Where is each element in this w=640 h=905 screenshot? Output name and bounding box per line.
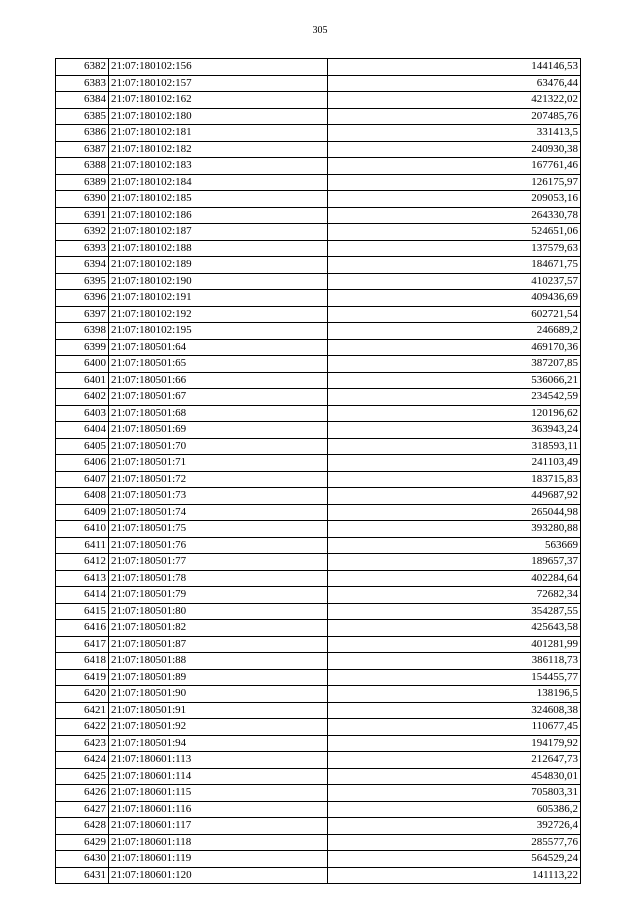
table-row [56, 570, 581, 587]
value-cell: 331413,5 [328, 125, 581, 142]
cadastral-number-cell: 21:07:180601:116 [109, 801, 328, 818]
table-row [56, 257, 581, 274]
table-row [56, 735, 581, 752]
table-row [56, 75, 581, 92]
table-row [56, 174, 581, 191]
cadastral-number-cell: 21:07:180501:94 [109, 735, 328, 752]
cadastral-number-cell: 21:07:180102:186 [109, 207, 328, 224]
table-row [56, 768, 581, 785]
cadastral-number-cell: 21:07:180102:180 [109, 108, 328, 125]
value-cell: 393280,88 [328, 521, 581, 538]
value-cell: 421322,02 [328, 92, 581, 109]
row-number-cell: 6401 [56, 372, 109, 389]
row-number-cell: 6431 [56, 867, 109, 884]
cadastral-number-cell: 21:07:180501:68 [109, 405, 328, 422]
table-row [56, 405, 581, 422]
table-row [56, 851, 581, 868]
table-row [56, 207, 581, 224]
value-cell: 141113,22 [328, 867, 581, 884]
cadastral-number-cell: 21:07:180601:113 [109, 752, 328, 769]
cadastral-number-cell: 21:07:180102:182 [109, 141, 328, 158]
value-cell: 137579,63 [328, 240, 581, 257]
value-cell: 167761,46 [328, 158, 581, 175]
table-row [56, 603, 581, 620]
value-cell: 401281,99 [328, 636, 581, 653]
table-row [56, 818, 581, 835]
table-row [56, 719, 581, 736]
cadastral-number-cell: 21:07:180601:114 [109, 768, 328, 785]
row-number-cell: 6414 [56, 587, 109, 604]
cadastral-number-cell: 21:07:180501:89 [109, 669, 328, 686]
cadastral-number-cell: 21:07:180501:90 [109, 686, 328, 703]
value-cell: 184671,75 [328, 257, 581, 274]
value-cell: 72682,34 [328, 587, 581, 604]
value-cell: 246689,2 [328, 323, 581, 340]
table-row [56, 158, 581, 175]
table-row [56, 356, 581, 373]
row-number-cell: 6387 [56, 141, 109, 158]
value-cell: 120196,62 [328, 405, 581, 422]
value-cell: 324608,38 [328, 702, 581, 719]
row-number-cell: 6417 [56, 636, 109, 653]
table-row [56, 372, 581, 389]
cadastral-number-cell: 21:07:180501:77 [109, 554, 328, 571]
table-row [56, 620, 581, 637]
row-number-cell: 6407 [56, 471, 109, 488]
table-row [56, 752, 581, 769]
table-row [56, 834, 581, 851]
row-number-cell: 6421 [56, 702, 109, 719]
row-number-cell: 6418 [56, 653, 109, 670]
table-row [56, 306, 581, 323]
table-row [56, 488, 581, 505]
row-number-cell: 6390 [56, 191, 109, 208]
value-cell: 386118,73 [328, 653, 581, 670]
value-cell: 536066,21 [328, 372, 581, 389]
table-row [56, 785, 581, 802]
row-number-cell: 6411 [56, 537, 109, 554]
page-number: 305 [312, 25, 328, 36]
value-cell: 392726,4 [328, 818, 581, 835]
value-cell: 144146,53 [328, 59, 581, 76]
value-cell: 409436,69 [328, 290, 581, 307]
row-number-cell: 6423 [56, 735, 109, 752]
value-cell: 602721,54 [328, 306, 581, 323]
table-row [56, 323, 581, 340]
value-cell: 454830,01 [328, 768, 581, 785]
data-table [55, 58, 581, 884]
value-cell: 449687,92 [328, 488, 581, 505]
value-cell: 126175,97 [328, 174, 581, 191]
cadastral-number-cell: 21:07:180601:115 [109, 785, 328, 802]
cadastral-number-cell: 21:07:180501:74 [109, 504, 328, 521]
cadastral-number-cell: 21:07:180501:80 [109, 603, 328, 620]
value-cell: 605386,2 [328, 801, 581, 818]
table-row [56, 455, 581, 472]
value-cell: 363943,24 [328, 422, 581, 439]
table-row [56, 224, 581, 241]
row-number-cell: 6428 [56, 818, 109, 835]
value-cell: 241103,49 [328, 455, 581, 472]
table-row [56, 669, 581, 686]
value-cell: 318593,11 [328, 438, 581, 455]
table-row [56, 59, 581, 76]
table-row [56, 339, 581, 356]
cadastral-number-cell: 21:07:180102:195 [109, 323, 328, 340]
row-number-cell: 6426 [56, 785, 109, 802]
value-cell: 189657,37 [328, 554, 581, 571]
value-cell: 212647,73 [328, 752, 581, 769]
row-number-cell: 6427 [56, 801, 109, 818]
row-number-cell: 6404 [56, 422, 109, 439]
value-cell: 425643,58 [328, 620, 581, 637]
row-number-cell: 6413 [56, 570, 109, 587]
table-row [56, 438, 581, 455]
value-cell: 63476,44 [328, 75, 581, 92]
row-number-cell: 6393 [56, 240, 109, 257]
value-cell: 110677,45 [328, 719, 581, 736]
table-row [56, 141, 581, 158]
row-number-cell: 6415 [56, 603, 109, 620]
cadastral-number-cell: 21:07:180601:120 [109, 867, 328, 884]
table-row [56, 867, 581, 884]
row-number-cell: 6395 [56, 273, 109, 290]
value-cell: 285577,76 [328, 834, 581, 851]
table-row [56, 504, 581, 521]
row-number-cell: 6402 [56, 389, 109, 406]
table-row [56, 653, 581, 670]
cadastral-number-cell: 21:07:180501:78 [109, 570, 328, 587]
cadastral-number-cell: 21:07:180501:75 [109, 521, 328, 538]
table-row [56, 240, 581, 257]
row-number-cell: 6430 [56, 851, 109, 868]
cadastral-number-cell: 21:07:180601:117 [109, 818, 328, 835]
cadastral-number-cell: 21:07:180102:157 [109, 75, 328, 92]
table-row [56, 273, 581, 290]
row-number-cell: 6384 [56, 92, 109, 109]
cadastral-number-cell: 21:07:180102:162 [109, 92, 328, 109]
row-number-cell: 6386 [56, 125, 109, 142]
cadastral-number-cell: 21:07:180501:71 [109, 455, 328, 472]
table-row [56, 521, 581, 538]
cadastral-number-cell: 21:07:180102:185 [109, 191, 328, 208]
row-number-cell: 6400 [56, 356, 109, 373]
cadastral-number-cell: 21:07:180102:183 [109, 158, 328, 175]
row-number-cell: 6391 [56, 207, 109, 224]
value-cell: 354287,55 [328, 603, 581, 620]
cadastral-number-cell: 21:07:180102:184 [109, 174, 328, 191]
cadastral-number-cell: 21:07:180102:181 [109, 125, 328, 142]
row-number-cell: 6383 [56, 75, 109, 92]
row-number-cell: 6408 [56, 488, 109, 505]
row-number-cell: 6422 [56, 719, 109, 736]
row-number-cell: 6398 [56, 323, 109, 340]
table-row [56, 537, 581, 554]
table-row [56, 686, 581, 703]
cadastral-number-cell: 21:07:180102:189 [109, 257, 328, 274]
cadastral-number-cell: 21:07:180501:76 [109, 537, 328, 554]
table-row [56, 290, 581, 307]
value-cell: 234542,59 [328, 389, 581, 406]
row-number-cell: 6382 [56, 59, 109, 76]
row-number-cell: 6403 [56, 405, 109, 422]
value-cell: 402284,64 [328, 570, 581, 587]
value-cell: 138196,5 [328, 686, 581, 703]
value-cell: 264330,78 [328, 207, 581, 224]
value-cell: 183715,83 [328, 471, 581, 488]
table-row [56, 108, 581, 125]
row-number-cell: 6406 [56, 455, 109, 472]
row-number-cell: 6420 [56, 686, 109, 703]
cadastral-number-cell: 21:07:180501:70 [109, 438, 328, 455]
value-cell: 209053,16 [328, 191, 581, 208]
row-number-cell: 6424 [56, 752, 109, 769]
table-row [56, 554, 581, 571]
value-cell: 524651,06 [328, 224, 581, 241]
table-row [56, 636, 581, 653]
cadastral-number-cell: 21:07:180102:192 [109, 306, 328, 323]
table-row [56, 422, 581, 439]
cadastral-number-cell: 21:07:180501:66 [109, 372, 328, 389]
row-number-cell: 6419 [56, 669, 109, 686]
row-number-cell: 6416 [56, 620, 109, 637]
cadastral-number-cell: 21:07:180501:65 [109, 356, 328, 373]
table-row [56, 587, 581, 604]
row-number-cell: 6394 [56, 257, 109, 274]
value-cell: 207485,76 [328, 108, 581, 125]
table-body [56, 59, 581, 884]
row-number-cell: 6397 [56, 306, 109, 323]
cadastral-number-cell: 21:07:180501:91 [109, 702, 328, 719]
row-number-cell: 6412 [56, 554, 109, 571]
value-cell: 469170,36 [328, 339, 581, 356]
table-row [56, 125, 581, 142]
table-row [56, 702, 581, 719]
table-row [56, 471, 581, 488]
value-cell: 563669 [328, 537, 581, 554]
cadastral-number-cell: 21:07:180501:72 [109, 471, 328, 488]
cadastral-number-cell: 21:07:180501:87 [109, 636, 328, 653]
cadastral-number-cell: 21:07:180501:64 [109, 339, 328, 356]
cadastral-number-cell: 21:07:180501:92 [109, 719, 328, 736]
value-cell: 154455,77 [328, 669, 581, 686]
row-number-cell: 6392 [56, 224, 109, 241]
table-row [56, 92, 581, 109]
cadastral-number-cell: 21:07:180102:187 [109, 224, 328, 241]
cadastral-number-cell: 21:07:180501:67 [109, 389, 328, 406]
row-number-cell: 6396 [56, 290, 109, 307]
cadastral-number-cell: 21:07:180601:118 [109, 834, 328, 851]
cadastral-number-cell: 21:07:180501:79 [109, 587, 328, 604]
row-number-cell: 6425 [56, 768, 109, 785]
value-cell: 240930,38 [328, 141, 581, 158]
cadastral-number-cell: 21:07:180102:188 [109, 240, 328, 257]
row-number-cell: 6385 [56, 108, 109, 125]
table-row [56, 801, 581, 818]
row-number-cell: 6389 [56, 174, 109, 191]
row-number-cell: 6405 [56, 438, 109, 455]
cadastral-number-cell: 21:07:180102:191 [109, 290, 328, 307]
value-cell: 410237,57 [328, 273, 581, 290]
value-cell: 564529,24 [328, 851, 581, 868]
row-number-cell: 6429 [56, 834, 109, 851]
cadastral-number-cell: 21:07:180601:119 [109, 851, 328, 868]
table-row [56, 191, 581, 208]
value-cell: 705803,31 [328, 785, 581, 802]
cadastral-number-cell: 21:07:180501:69 [109, 422, 328, 439]
row-number-cell: 6388 [56, 158, 109, 175]
cadastral-number-cell: 21:07:180102:190 [109, 273, 328, 290]
row-number-cell: 6399 [56, 339, 109, 356]
cadastral-number-cell: 21:07:180501:82 [109, 620, 328, 637]
value-cell: 387207,85 [328, 356, 581, 373]
cadastral-number-cell: 21:07:180501:88 [109, 653, 328, 670]
cadastral-number-cell: 21:07:180501:73 [109, 488, 328, 505]
value-cell: 265044,98 [328, 504, 581, 521]
cadastral-number-cell: 21:07:180102:156 [109, 59, 328, 76]
value-cell: 194179,92 [328, 735, 581, 752]
row-number-cell: 6409 [56, 504, 109, 521]
table-row [56, 389, 581, 406]
row-number-cell: 6410 [56, 521, 109, 538]
